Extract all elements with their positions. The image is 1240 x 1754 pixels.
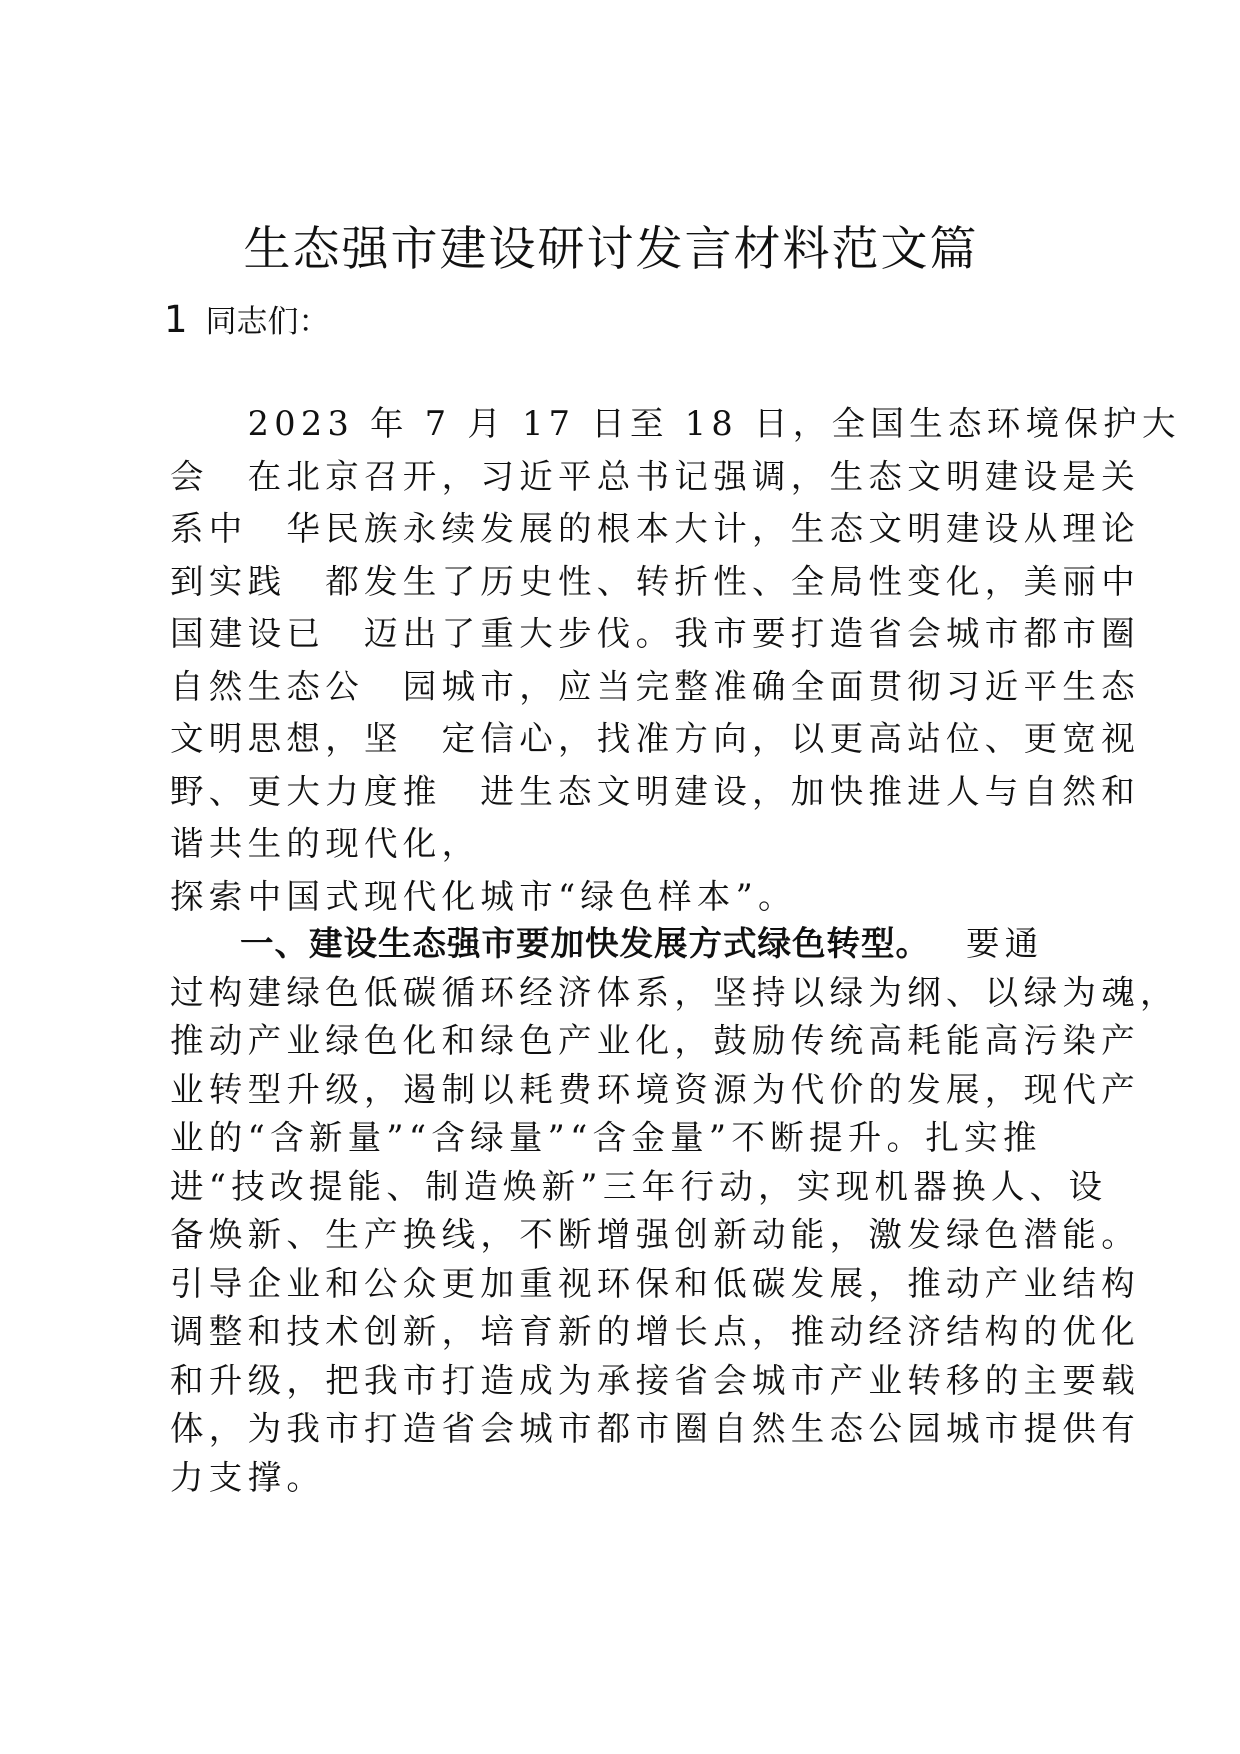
intro-paragraph <box>170 398 1181 923</box>
section-heading: 一、建设生态强市要加快发展方式绿色转型。 <box>240 924 930 963</box>
intro-line: 会 在北京召开，习近平总书记强调，生态文明建设是关 <box>170 456 1140 496</box>
intro-line: 自然生态公 园城市，应当完整准确全面贯彻习近平生态 <box>170 666 1140 706</box>
section-line: 调整和技术创新，培育新的增长点，推动经济结构的优化 <box>170 1312 1140 1351</box>
greeting-text: 同志们： <box>205 304 330 340</box>
section-line: 进“技改提能、制造焕新”三年行动，实现机器换人、设 <box>170 1166 1108 1206</box>
section-line: 体，为我市打造省会城市都市圈自然生态公园城市提供有 <box>170 1409 1140 1448</box>
section-line: 过构建绿色低碳循环经济体系，坚持以绿为纲、以绿为魂， <box>170 972 1179 1012</box>
section-first-line <box>170 920 1088 969</box>
greeting-number: 1 <box>164 298 188 341</box>
greeting-line <box>164 298 330 344</box>
intro-line: 2023 年 7 月 17 日至 18 日，全国生态环境保护大 <box>170 404 1181 443</box>
section-line: 和升级，把我市打造成为承接省会城市产业转移的主要载 <box>170 1360 1140 1400</box>
document-title: 生态强市建设研讨发言材料范文篇 <box>243 222 979 277</box>
intro-line: 国建设已 迈出了重大步伐。我市要打造省会城市都市圈 <box>170 614 1140 653</box>
intro-line: 野、更大力度推 进生态文明建设，加快推进人与自然和 <box>170 771 1140 811</box>
section-line: 业转型升级，遏制以耗费环境资源为代价的发展，现代产 <box>170 1069 1140 1109</box>
section-line: 推动产业绿色化和绿色产业化，鼓励传统高耗能高污染产 <box>170 1021 1140 1060</box>
section-one-paragraph <box>170 920 1179 1502</box>
section-line: 备焕新、生产换线，不断增强创新动能，激发绿色潜能。 <box>170 1215 1140 1254</box>
section-line: 力支撑。 <box>170 1457 326 1497</box>
section-line: 业的“含新量”“含绿量”“含金量”不断提升。扎实推 <box>170 1118 1042 1157</box>
intro-line: 谐共生的现代化， <box>170 824 481 863</box>
intro-line: 系中 华民族永续发展的根本大计，生态文明建设从理论 <box>170 509 1140 548</box>
intro-line: 探索中国式现代化城市“绿色样本”。 <box>170 876 797 916</box>
intro-line: 文明思想，坚 定信心，找准方向，以更高站位、更宽视 <box>170 719 1140 758</box>
intro-line: 到实践 都发生了历史性、转折性、全局性变化，美丽中 <box>170 561 1140 601</box>
section-line: 引导企业和公众更加重视环保和低碳发展，推动产业结构 <box>170 1263 1140 1303</box>
section-first-line-rest: 要通 <box>966 924 1044 963</box>
